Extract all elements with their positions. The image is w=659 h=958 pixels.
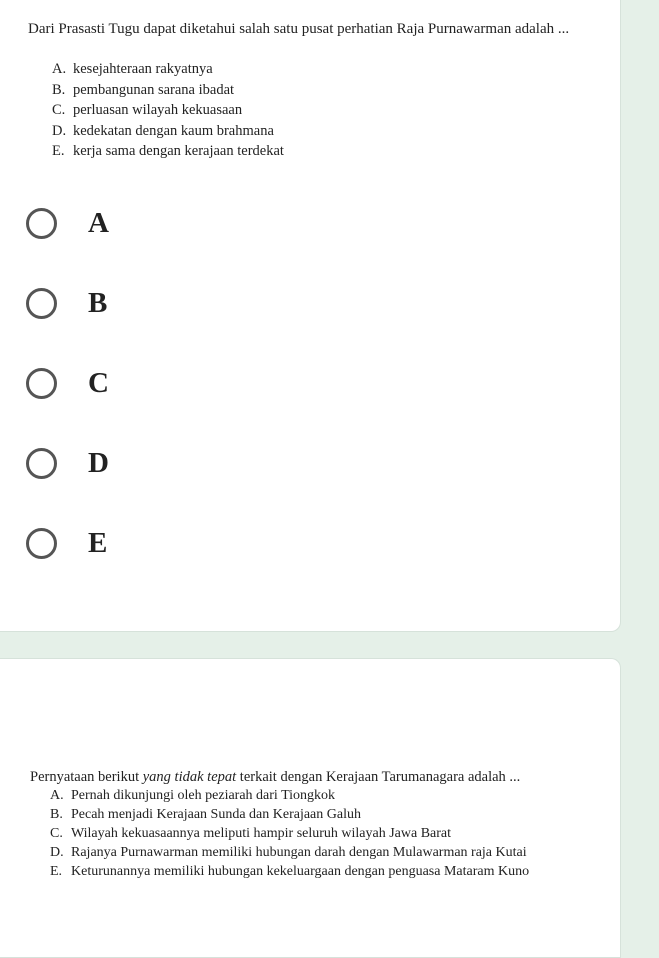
- option-letter: B.: [52, 81, 66, 98]
- answer-choice-b[interactable]: [26, 283, 107, 323]
- option-text: kerja sama dengan kerajaan terdekat: [73, 143, 284, 159]
- choice-label: D: [88, 446, 109, 479]
- question-1-options: [52, 59, 284, 162]
- radio-button[interactable]: [26, 528, 57, 559]
- option-a: [50, 786, 560, 805]
- option-text: pembangunan sarana ibadat: [73, 81, 235, 98]
- option-text: Rajanya Purnawarman memiliki hubungan darah dengan Mulawarman raja Kutai: [71, 845, 527, 860]
- question-2-text-end: terkait dengan Kerajaan Tarumanagara adalah ...: [236, 769, 521, 785]
- option-text: Keturunannya memiliki hubungan kekeluargaan dengan penguasa Mataram Kuno: [71, 864, 530, 879]
- option-e: [52, 141, 284, 162]
- option-letter: E.: [50, 864, 63, 879]
- option-text: kesejahteraan rakyatnya: [73, 61, 213, 77]
- option-letter: C.: [50, 826, 63, 841]
- option-d: [52, 121, 284, 142]
- radio-button[interactable]: [26, 288, 57, 319]
- option-letter: B.: [50, 807, 63, 822]
- option-b: [52, 80, 284, 101]
- option-b: [50, 805, 560, 824]
- choice-label: E: [88, 526, 108, 559]
- choice-label: B: [88, 286, 108, 319]
- radio-button[interactable]: [26, 368, 57, 399]
- option-letter: A.: [52, 61, 67, 77]
- choice-label: C: [88, 366, 109, 399]
- radio-button[interactable]: [26, 208, 57, 239]
- radio-button[interactable]: [26, 448, 57, 479]
- option-text: perluasan wilayah kekuasaan: [73, 102, 243, 118]
- option-letter: D.: [52, 122, 67, 139]
- option-text: Pecah menjadi Kerajaan Sunda dan Kerajaan Galuh: [71, 807, 361, 822]
- option-a: [52, 59, 284, 80]
- option-c: [52, 100, 284, 121]
- option-text: Pernah dikunjungi oleh peziarah dari Tiongkok: [71, 788, 336, 803]
- answer-choice-c[interactable]: [26, 363, 109, 403]
- answer-choice-a[interactable]: [26, 203, 109, 243]
- choice-label: A: [88, 206, 109, 239]
- answer-choice-e[interactable]: [26, 523, 107, 563]
- option-e: [50, 862, 560, 881]
- answer-choice-d[interactable]: [26, 443, 109, 483]
- option-text: Wilayah kekuasaannya meliputi hampir seluruh wilayah Jawa Barat: [71, 826, 452, 841]
- option-text: kedekatan dengan kaum brahmana: [73, 122, 274, 139]
- option-letter: A.: [50, 788, 64, 803]
- option-d: [50, 843, 560, 862]
- question-2-text-start: Pernyataan berikut: [30, 769, 143, 785]
- option-letter: D.: [50, 845, 64, 860]
- question-2-options: [50, 786, 560, 881]
- option-c: [50, 824, 560, 843]
- option-letter: E.: [52, 143, 65, 159]
- question-1-text: Dari Prasasti Tugu dapat diketahui salah satu pusat perhatian Raja Purnawarman adalah ...: [28, 21, 570, 37]
- question-2-text: [30, 768, 600, 787]
- question-2-emphasis: yang tidak tepat: [142, 769, 237, 785]
- option-letter: C.: [52, 102, 66, 118]
